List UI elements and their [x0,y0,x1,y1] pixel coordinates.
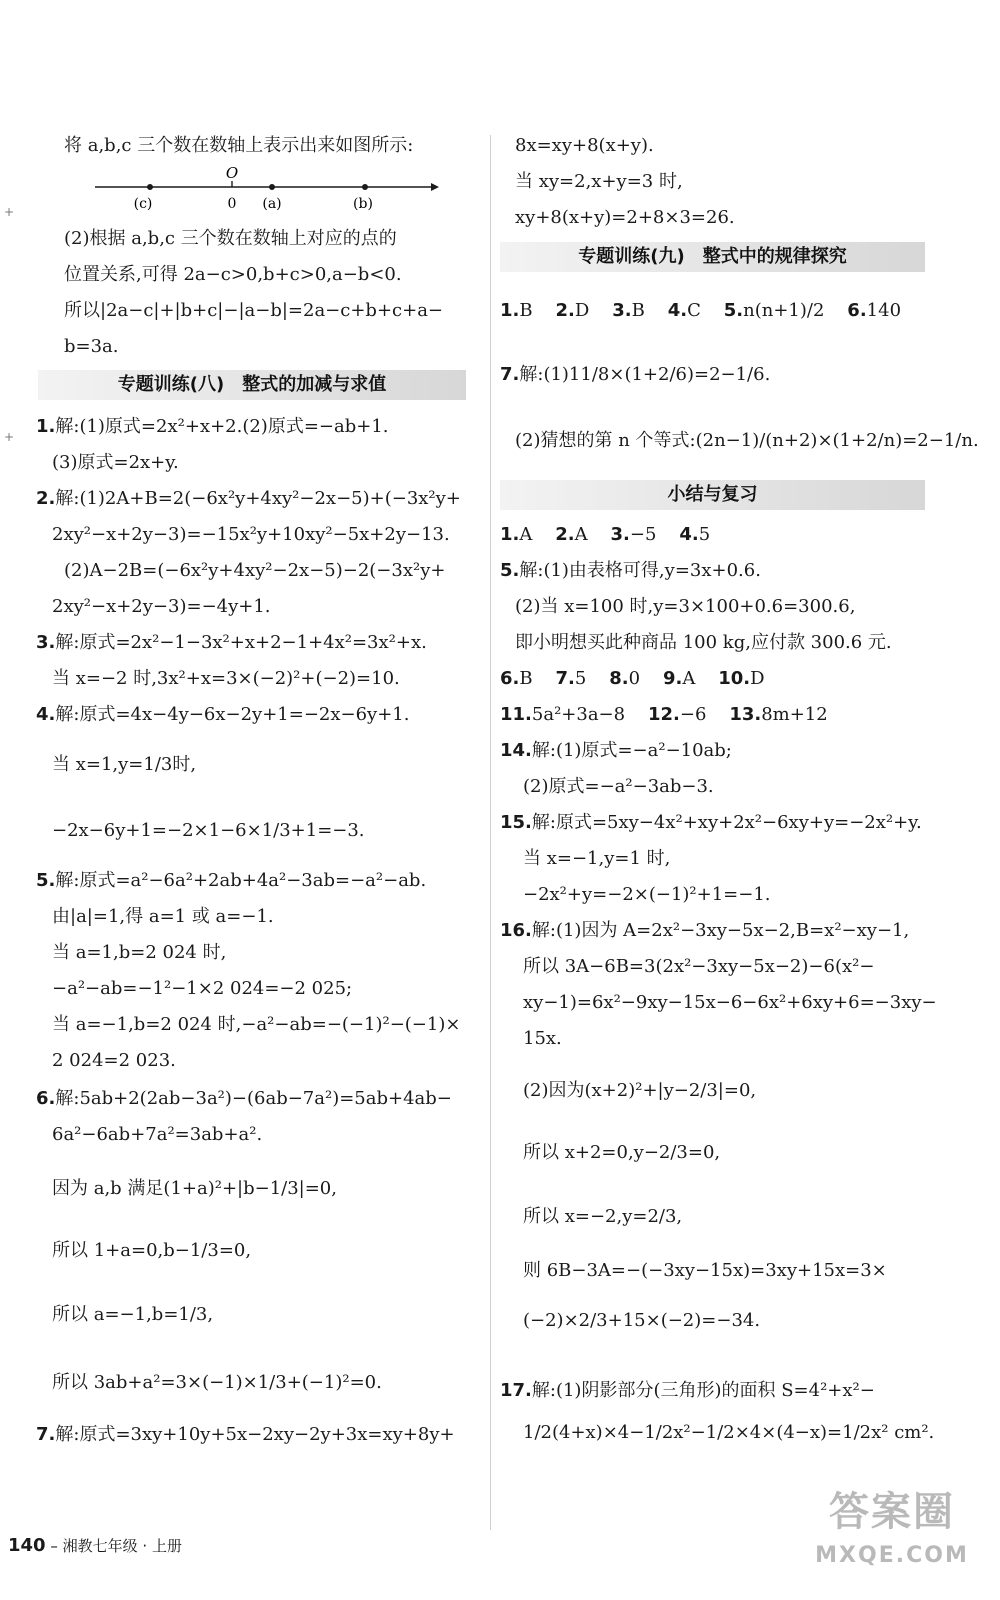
text-line: 15x. [523,1028,562,1049]
item-text: 解:(1)原式=−a²−10ab; [531,740,732,761]
item-text: 解:(1)由表格可得,y=3x+0.6. [519,560,761,581]
item-number: 9. [662,668,683,689]
text-line: 所以|2a−c|+|b+c|−|a−b|=2a−c+b+c+a− [64,300,444,321]
text-line: 当 x=1,y=1/3时, [52,754,197,775]
text-line: 即小明想买此种商品 100 kg,应付款 300.6 元. [515,632,892,653]
answer: n(n+1)/2 [743,300,825,321]
item-text: 解:(1)11/8×(1+2/6)=2−1/6. [519,364,771,385]
number-line [95,163,440,213]
text-line: 2xy²−x+2y−3)=−15x²y+10xy²−5x+2y−13. [52,524,450,545]
item-text: 解:原式=4x−4y−6x−2y+1=−2x−6y+1. [55,704,410,725]
text-line: 位置关系,可得 2a−c>0,b+c>0,a−b<0. [64,264,402,285]
watermark-text: 答案圈 [829,1489,955,1535]
answer: 5 [698,524,711,545]
item-number: 10. [718,668,751,689]
item-number: 3. [36,632,56,653]
text-line: 当 a=−1,b=2 024 时,−a²−ab=−(−1)²−(−1)× [52,1014,461,1035]
item-number: 14. [500,740,532,761]
item-text: 解:原式=5xy−4x²+xy+2x²−6xy+y=−2x²+y. [531,812,922,833]
item-number: 12. [647,704,680,725]
item-text: 解:原式=3xy+10y+5x−2xy−2y+3x=xy+8y+ [55,1424,455,1445]
section-banner-8: 专题训练(八) 整式的加减与求值 [38,370,466,400]
item-number: 13. [729,704,762,725]
text-line: −a²−ab=−1²−1×2 024=−2 025; [52,978,353,999]
item-number: 17. [500,1380,532,1401]
book-title: 湘教七年级 · 上册 [62,1537,182,1555]
origin-label: O [225,164,239,182]
text-line: 当 xy=2,x+y=3 时, [515,171,683,192]
item-number: 4. [667,300,688,321]
item-number: 6. [847,300,867,321]
text-line: xy+8(x+y)=2+8×3=26. [515,207,735,228]
text-line: 6a²−6ab+7a²=3ab+a². [52,1124,263,1145]
answer-row-c [500,702,828,728]
watermark [792,1484,992,1594]
text-line: (2)A−2B=(−6x²y+4xy²−2x−5)−2(−3x²y+ [64,560,446,581]
item-number: 7. [36,1424,56,1445]
text-line: xy−1)=6x²−9xy−15x−6−6x²+6xy+6=−3xy− [523,992,937,1013]
item-text: 解:原式=2x²−1−3x²+x+2−1+4x²=3x²+x. [55,632,427,653]
section-banner-9: 专题训练(九) 整式中的规律探究 [500,242,925,272]
point-b [362,184,368,190]
text-line: 所以 x+2=0,y−2/3=0, [523,1142,721,1163]
item-number: 8. [609,668,629,689]
text-line: (2)猜想的第 n 个等式:(2n−1)/(n+2)×(1+2/n)=2−1/n. [515,430,979,451]
item-number: 7. [500,364,520,385]
item-number: 3. [612,300,632,321]
text-line: (3)原式=2x+y. [52,452,179,473]
answer: 8m+12 [761,704,828,725]
item-number: 11. [500,704,532,725]
text-line: 所以 3ab+a²=3×(−1)×1/3+(−1)²=0. [52,1372,382,1393]
item-number: 7. [555,668,575,689]
item-number: 1. [500,300,520,321]
text-line: (2)当 x=100 时,y=3×100+0.6=300.6, [515,596,856,617]
label-c: (c) [133,196,153,212]
text-line: (2)根据 a,b,c 三个数在数轴上对应的点的 [64,228,397,249]
label-a: (a) [262,196,282,212]
text-line: 8x=xy+8(x+y). [515,135,654,156]
label-b: (b) [353,196,373,212]
text-line: (2)原式=−a²−3ab−3. [523,776,714,797]
item-number: 5. [500,560,520,581]
text-line: b=3a. [64,336,119,357]
text-line: −2x−6y+1=−2×1−6×1/3+1=−3. [52,820,365,841]
margin-tick: + [4,430,15,444]
answer-row-b [500,666,765,692]
item-text: 解:(1)2A+B=2(−6x²y+4xy²−2x−5)+(−3x²y+ [55,488,461,509]
answer: B [519,300,533,321]
item-number: 1. [500,524,520,545]
point-a [269,184,275,190]
text-line: 2 024=2 023. [52,1050,176,1071]
text-line: 2xy²−x+2y−3)=−4y+1. [52,596,271,617]
answer: 5a²+3a−8 [531,704,626,725]
point-c [147,184,153,190]
text-line: (2)因为(x+2)²+|y−2/3|=0, [523,1080,757,1101]
item-number: 4. [679,524,699,545]
item-number: 2. [36,488,56,509]
column-divider [490,135,491,1530]
watermark-url: MXQE.COM [815,1543,969,1568]
item-text: 解:(1)因为 A=2x²−3xy−5x−2,B=x²−xy−1, [531,920,910,941]
item-number: 2. [555,524,575,545]
item-text: 解:5ab+2(2ab−3a²)−(6ab−7a²)=5ab+4ab− [55,1088,452,1109]
text-line: −2x²+y=−2×(−1)²+1=−1. [523,884,771,905]
item-text: 解:(1)原式=2x²+x+2.(2)原式=−ab+1. [55,416,389,437]
text-line: 因为 a,b 满足(1+a)²+|b−1/3|=0, [52,1178,337,1199]
answer: 5 [574,668,587,689]
text-line: 所以 x=−2,y=2/3, [523,1206,683,1227]
text-line: 当 x=−2 时,3x²+x=3×(−2)²+(−2)=10. [52,668,400,689]
text-line: 所以 3A−6B=3(2x²−3xy−5x−2)−6(x²− [523,956,875,977]
answer: A [519,524,533,545]
answer: D [574,300,590,321]
answer: 140 [866,300,902,321]
label-zero: 0 [227,196,237,212]
item-number: 5. [36,870,56,891]
page-footer: 140 – 湘教七年级 · 上册 [8,1535,182,1556]
item-number: 6. [36,1088,56,1109]
text-line: 所以 a=−1,b=1/3, [52,1304,214,1325]
item-number: 16. [500,920,532,941]
answer-row-a [500,522,710,548]
text-line: 则 6B−3A=−(−3xy−15x)=3xy+15x=3× [523,1260,887,1281]
item-text: 解:(1)阴影部分(三角形)的面积 S=4²+x²− [531,1380,875,1401]
text-line: 将 a,b,c 三个数在数轴上表示出来如图所示: [64,135,414,156]
text-line: 由|a|=1,得 a=1 或 a=−1. [52,906,274,927]
item-text: 解:原式=a²−6a²+2ab+4a²−3ab=−a²−ab. [55,870,427,891]
page-number: 140 [8,1535,46,1556]
item-number: 1. [36,416,56,437]
answer: 0 [628,668,641,689]
answer: −5 [629,524,657,545]
text-line: 当 a=1,b=2 024 时, [52,942,227,963]
margin-tick: + [4,205,15,219]
text-line: 当 x=−1,y=1 时, [523,848,671,869]
answer: B [631,300,645,321]
text-line: 所以 1+a=0,b−1/3=0, [52,1240,252,1261]
item-number: 3. [610,524,630,545]
item-number: 15. [500,812,532,833]
item-number: 2. [555,300,575,321]
answer-row-9 [500,298,901,324]
text-line: (−2)×2/3+15×(−2)=−34. [523,1310,761,1331]
item-number: 4. [36,704,56,725]
section-banner-review: 小结与复习 [500,480,925,510]
answer: −6 [679,704,707,725]
answer: A [574,524,588,545]
text-line: 1/2(4+x)×4−1/2x²−1/2×4×(4−x)=1/2x² cm². [523,1422,935,1443]
answer: C [687,300,701,321]
answer: D [750,668,765,689]
item-number: 6. [500,668,520,689]
item-number: 5. [723,300,744,321]
answer: B [519,668,533,689]
answer: A [682,668,696,689]
